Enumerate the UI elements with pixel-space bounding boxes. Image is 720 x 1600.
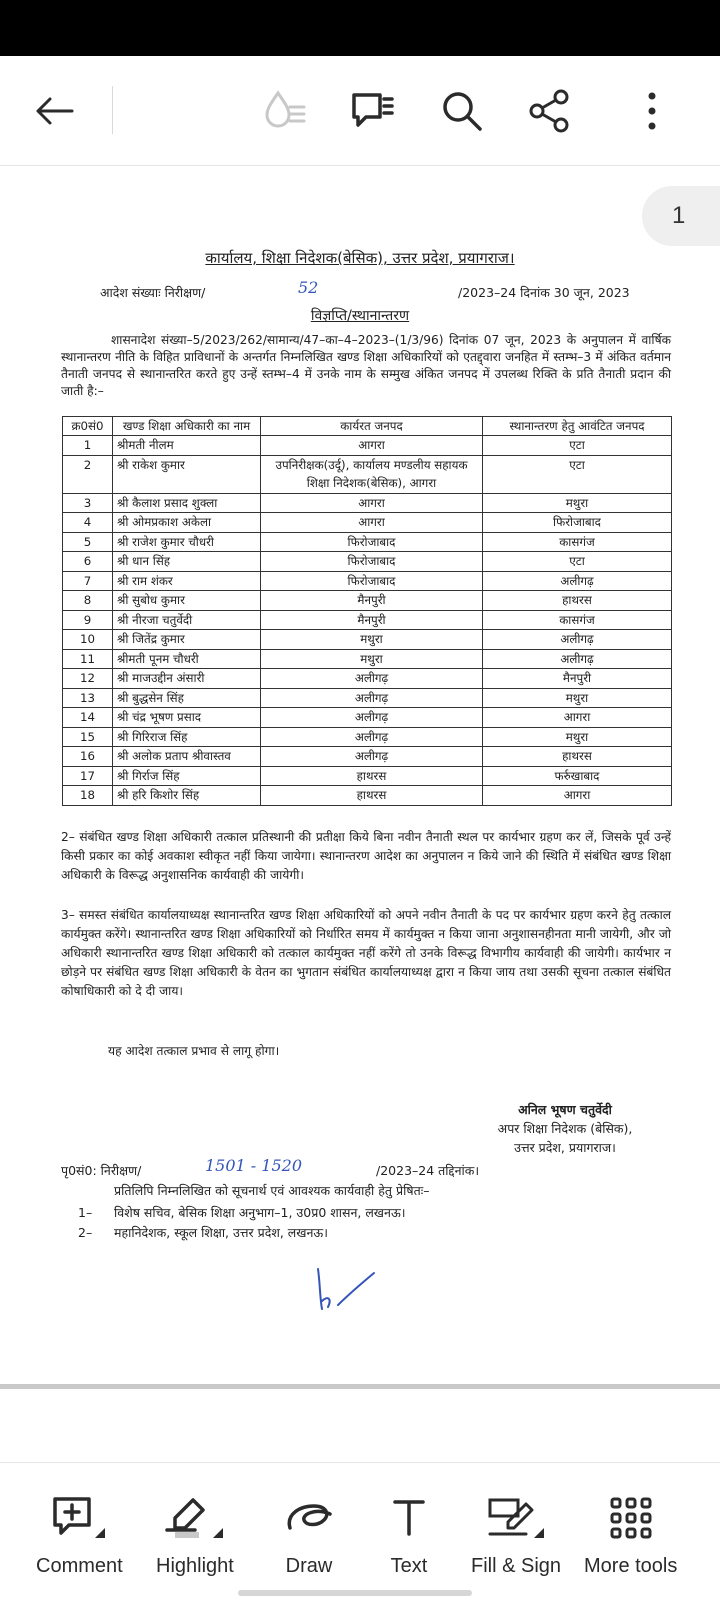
table-row <box>63 493 672 513</box>
cell-officer-name: श्री अलोक प्रताप श्रीवास्तव <box>113 747 261 767</box>
column-header-officer-name: खण्ड शिक्षा अधिकारी का नाम <box>113 417 261 436</box>
cell-officer-name: श्री नीरजा चतुर्वेदी <box>113 610 261 630</box>
cell-current-district: अलीगढ़ <box>261 747 483 767</box>
cell-officer-name: श्री बुद्धसेन सिंह <box>113 688 261 708</box>
cell-current-district: अलीगढ़ <box>261 727 483 747</box>
table-row <box>63 610 672 630</box>
more-tools-label: More tools <box>584 1555 678 1577</box>
comments-list-icon <box>348 87 396 135</box>
table-row <box>63 766 672 786</box>
cell-serial: 9 <box>63 610 113 630</box>
bottom-toolbar <box>0 1462 720 1600</box>
cell-serial: 12 <box>63 669 113 689</box>
text-tool-label: Text <box>390 1555 428 1577</box>
cell-serial: 11 <box>63 649 113 669</box>
table-row <box>63 436 672 456</box>
intro-paragraph: शासनादेश संख्या–5/2023/262/सामान्य/47–का–4–2023–(1/3/96) दिनांक 07 जून, 2023 के अनुपालन में वार्षिक स्थानान्तरण नीति के विहित प्राविधानों के अन्तर्गत निम्नलिखित खण्ड शिक्षा अधिकारियों को एतद्द्वारा जनहित में स्तम्भ–3 में अंकित वर्तमान तैनाती जनपद से स्थानान्तरित करते हुए उन्हें स्तम्भ–4 में उनके नाम के सम्मुख अंकित जनपद में उपलब्ध रिक्ति के प्रति तैनाती प्रदान की जाती है:– <box>61 333 671 398</box>
cell-officer-name: श्री माजउद्दीन अंसारी <box>113 669 261 689</box>
cell-allotted-district: आगरा <box>483 708 672 728</box>
table-row <box>63 688 672 708</box>
cell-officer-name: श्रीमती पूनम चौधरी <box>113 649 261 669</box>
more-tools-button[interactable] <box>584 1463 677 1600</box>
reference-label: पृ0सं0: निरीक्षण/ <box>61 1163 142 1178</box>
table-row <box>63 727 672 747</box>
cell-allotted-district: आगरा <box>483 786 672 806</box>
table-row <box>63 591 672 611</box>
transfer-table <box>62 416 672 806</box>
cell-officer-name: श्री चंद्र भूषण प्रसाद <box>113 708 261 728</box>
cell-serial: 10 <box>63 630 113 650</box>
cell-current-district: फिरोजाबाद <box>261 532 483 552</box>
cell-current-district: मैनपुरी <box>261 610 483 630</box>
paragraph-3: 3– समस्त संबंधित कार्यालयाध्यक्ष स्थानान्तरित खण्ड शिक्षा अधिकारियों को अपने नवीन तैनाती के पद पर कार्यभार ग्रहण करने हेतु तत्काल कार्यमुक्त करेंगे। स्थानान्तरित खण्ड शिक्षा अधिकारियों को निर्धारित समय में कार्यमुक्त न किया जाना अनुशासनहीनता मानी जायेगी, और जो अधिकारी स्थानान्तरित खण्ड शिक्षा अधिकारी को तत्काल कार्यमुक्त नहीं करेंगे तो उनके विरूद्ध विभागीय कार्यवाही की जायेगी। कार्यभार न छोड़ने पर संबंधित खण्ड शिक्षा अधिकारी के वेतन का भुगतान संबंधित कार्यालयाध्यक्ष द्वारा न किया जाय तथा उसकी सूचना तत्काल संबंधित कोषाधिकारी को दे दी जाय। <box>61 908 671 998</box>
cell-allotted-district: मथुरा <box>483 688 672 708</box>
table-row <box>63 747 672 767</box>
table-row <box>63 708 672 728</box>
share-button[interactable] <box>520 81 580 141</box>
table-row <box>63 669 672 689</box>
reference-date: /2023–24 तद्दिनांक। <box>376 1163 480 1178</box>
paragraph-2: 2– संबंधित खण्ड शिक्षा अधिकारी तत्काल प्रतिस्थानी की प्रतीक्षा किये बिना नवीन तैनाती स्थल पर कार्यभार ग्रहण कर लें, जिसके पूर्व उन्हें किसी प्रकार का कोई अवकाश स्वीकृत नहीं किया जायेगा। स्थानान्तरण आदेश का अनुपालन न किये जाने की स्थिति में संबंधित खण्ड शिक्षा अधिकारी के विरूद्ध अनुशासनिक कार्यवाही की जायेगी। <box>61 830 671 882</box>
fill-sign-tool-label: Fill & Sign <box>471 1555 562 1577</box>
table-row <box>63 786 672 806</box>
handwritten-reference-number: 1501 - 1520 <box>205 1156 303 1175</box>
table-row <box>63 649 672 669</box>
comment-tool[interactable] <box>36 1463 123 1600</box>
page-number-indicator: 1 <box>642 186 720 246</box>
cell-current-district: आगरा <box>261 493 483 513</box>
cell-serial: 14 <box>63 708 113 728</box>
search-button[interactable] <box>432 81 492 141</box>
cell-officer-name: श्री गिरिराज सिंह <box>113 727 261 747</box>
share-icon <box>527 88 573 134</box>
cell-allotted-district: अलीगढ़ <box>483 649 672 669</box>
cell-serial: 4 <box>63 513 113 533</box>
table-row <box>63 532 672 552</box>
cell-allotted-district: मैनपुरी <box>483 669 672 689</box>
cell-officer-name: श्री राम शंकर <box>113 571 261 591</box>
cell-officer-name: श्री ओमप्रकाश अकेला <box>113 513 261 533</box>
cell-officer-name: श्रीमती नीलम <box>113 436 261 456</box>
top-toolbar <box>0 56 720 166</box>
cell-serial: 2 <box>63 455 113 493</box>
cell-current-district: फिरोजाबाद <box>261 552 483 572</box>
cell-officer-name: श्री कैलाश प्रसाद शुक्ला <box>113 493 261 513</box>
cell-allotted-district: कासगंज <box>483 610 672 630</box>
highlight-icon <box>165 1496 225 1540</box>
cell-serial: 17 <box>63 766 113 786</box>
back-arrow-icon <box>34 96 74 126</box>
pdf-page[interactable] <box>0 170 720 1385</box>
cell-allotted-district: अलीगढ़ <box>483 571 672 591</box>
table-header-row <box>63 417 672 436</box>
order-date: /2023–24 दिनांक 30 जून, 2023 <box>458 285 630 300</box>
search-icon <box>440 89 484 133</box>
table-row <box>63 552 672 572</box>
order-number-label: आदेश संख्याः निरीक्षण/ <box>100 285 206 300</box>
cell-officer-name: श्री जितेंद्र कुमार <box>113 630 261 650</box>
handwritten-order-number: 52 <box>298 278 319 297</box>
signatory-place: उत्तर प्रदेश, प्रयागराज। <box>514 1140 616 1155</box>
cell-allotted-district: कासगंज <box>483 532 672 552</box>
highlight-tool[interactable] <box>156 1463 234 1600</box>
cell-current-district: मैनपुरी <box>261 591 483 611</box>
cell-allotted-district: मथुरा <box>483 727 672 747</box>
cell-officer-name: श्री सुबोध कुमार <box>113 591 261 611</box>
cell-serial: 13 <box>63 688 113 708</box>
liquid-mode-button[interactable] <box>254 81 314 141</box>
toolbar-divider <box>112 86 113 134</box>
notice-title: विज्ञप्ति/स्थानान्तरण <box>310 308 410 324</box>
copy-to-intro: प्रतिलिपि निम्नलिखित को सूचनार्थ एवं आवश्यक कार्यवाही हेतु प्रेषितः– <box>114 1183 430 1198</box>
copy-to-item: 1– विशेष सचिव, बेसिक शिक्षा अनुभाग–1, उ0प्र0 शासन, लखनऊ। <box>78 1205 406 1220</box>
signatory-block <box>440 1100 690 1157</box>
highlight-tool-label: Highlight <box>156 1555 234 1577</box>
effect-line: यह आदेश तत्काल प्रभाव से लागू होगा। <box>108 1044 280 1058</box>
column-header-current-district: कार्यरत जनपद <box>261 417 483 436</box>
cell-serial: 7 <box>63 571 113 591</box>
cell-allotted-district: अलीगढ़ <box>483 630 672 650</box>
cell-allotted-district: मथुरा <box>483 493 672 513</box>
fill-sign-tool[interactable] <box>471 1463 561 1600</box>
column-header-serial: क्र0सं0 <box>63 417 113 436</box>
office-title: कार्यालय, शिक्षा निदेशक(बेसिक), उत्तर प्रदेश, प्रयागराज। <box>205 249 515 267</box>
cell-current-district: अलीगढ़ <box>261 669 483 689</box>
text-icon <box>391 1498 427 1538</box>
cell-current-district: मथुरा <box>261 649 483 669</box>
cell-officer-name: श्री गिर्राज सिंह <box>113 766 261 786</box>
home-indicator <box>238 1590 472 1596</box>
cell-current-district: उपनिरीक्षक(उर्दू), कार्यालय मण्डलीय सहायक शिक्षा निदेशक(बेसिक), आगरा <box>261 455 483 493</box>
draw-tool[interactable] <box>279 1463 339 1600</box>
cell-officer-name: श्री राकेश कुमार <box>113 455 261 493</box>
column-header-allotted-district: स्थानान्तरण हेतु आवंटित जनपद <box>483 417 672 436</box>
more-vertical-icon <box>646 91 658 131</box>
cell-current-district: मथुरा <box>261 630 483 650</box>
comments-button[interactable] <box>342 81 402 141</box>
cell-serial: 1 <box>63 436 113 456</box>
cell-serial: 6 <box>63 552 113 572</box>
comment-icon <box>51 1496 107 1540</box>
cell-serial: 8 <box>63 591 113 611</box>
cell-allotted-district: एटा <box>483 552 672 572</box>
status-bar <box>0 0 720 56</box>
cell-serial: 18 <box>63 786 113 806</box>
table-row <box>63 630 672 650</box>
page-separator <box>0 1384 720 1389</box>
handwritten-signature <box>314 1265 384 1315</box>
cell-current-district: हाथरस <box>261 786 483 806</box>
cell-allotted-district: फिरोजाबाद <box>483 513 672 533</box>
table-row <box>63 513 672 533</box>
cell-officer-name: श्री धान सिंह <box>113 552 261 572</box>
overflow-menu-button[interactable] <box>622 81 682 141</box>
cell-allotted-district: हाथरस <box>483 591 672 611</box>
fill-sign-icon <box>486 1496 546 1540</box>
cell-current-district: आगरा <box>261 436 483 456</box>
more-tools-icon <box>609 1496 653 1540</box>
cell-allotted-district: एटा <box>483 455 672 493</box>
signatory-name: अनिल भूषण चतुर्वेदी <box>518 1102 612 1117</box>
copy-to-item: 2– महानिदेशक, स्कूल शिक्षा, उत्तर प्रदेश, लखनऊ। <box>78 1225 328 1240</box>
liquid-mode-icon <box>260 87 308 135</box>
cell-allotted-district: फर्रुखाबाद <box>483 766 672 786</box>
cell-current-district: अलीगढ़ <box>261 688 483 708</box>
cell-current-district: आगरा <box>261 513 483 533</box>
text-tool[interactable] <box>379 1463 439 1600</box>
cell-allotted-district: हाथरस <box>483 747 672 767</box>
cell-officer-name: श्री राजेश कुमार चौधरी <box>113 532 261 552</box>
cell-allotted-district: एटा <box>483 436 672 456</box>
cell-serial: 3 <box>63 493 113 513</box>
cell-officer-name: श्री हरि किशोर सिंह <box>113 786 261 806</box>
table-row <box>63 571 672 591</box>
signatory-designation: अपर शिक्षा निदेशक (बेसिक), <box>497 1121 633 1136</box>
draw-tool-label: Draw <box>285 1555 333 1577</box>
table-row <box>63 455 672 493</box>
cell-serial: 16 <box>63 747 113 767</box>
comment-tool-label: Comment <box>36 1555 123 1577</box>
cell-current-district: हाथरस <box>261 766 483 786</box>
draw-icon <box>284 1498 334 1538</box>
cell-serial: 15 <box>63 727 113 747</box>
cell-serial: 5 <box>63 532 113 552</box>
cell-current-district: फिरोजाबाद <box>261 571 483 591</box>
back-button[interactable] <box>24 81 84 141</box>
cell-current-district: अलीगढ़ <box>261 708 483 728</box>
